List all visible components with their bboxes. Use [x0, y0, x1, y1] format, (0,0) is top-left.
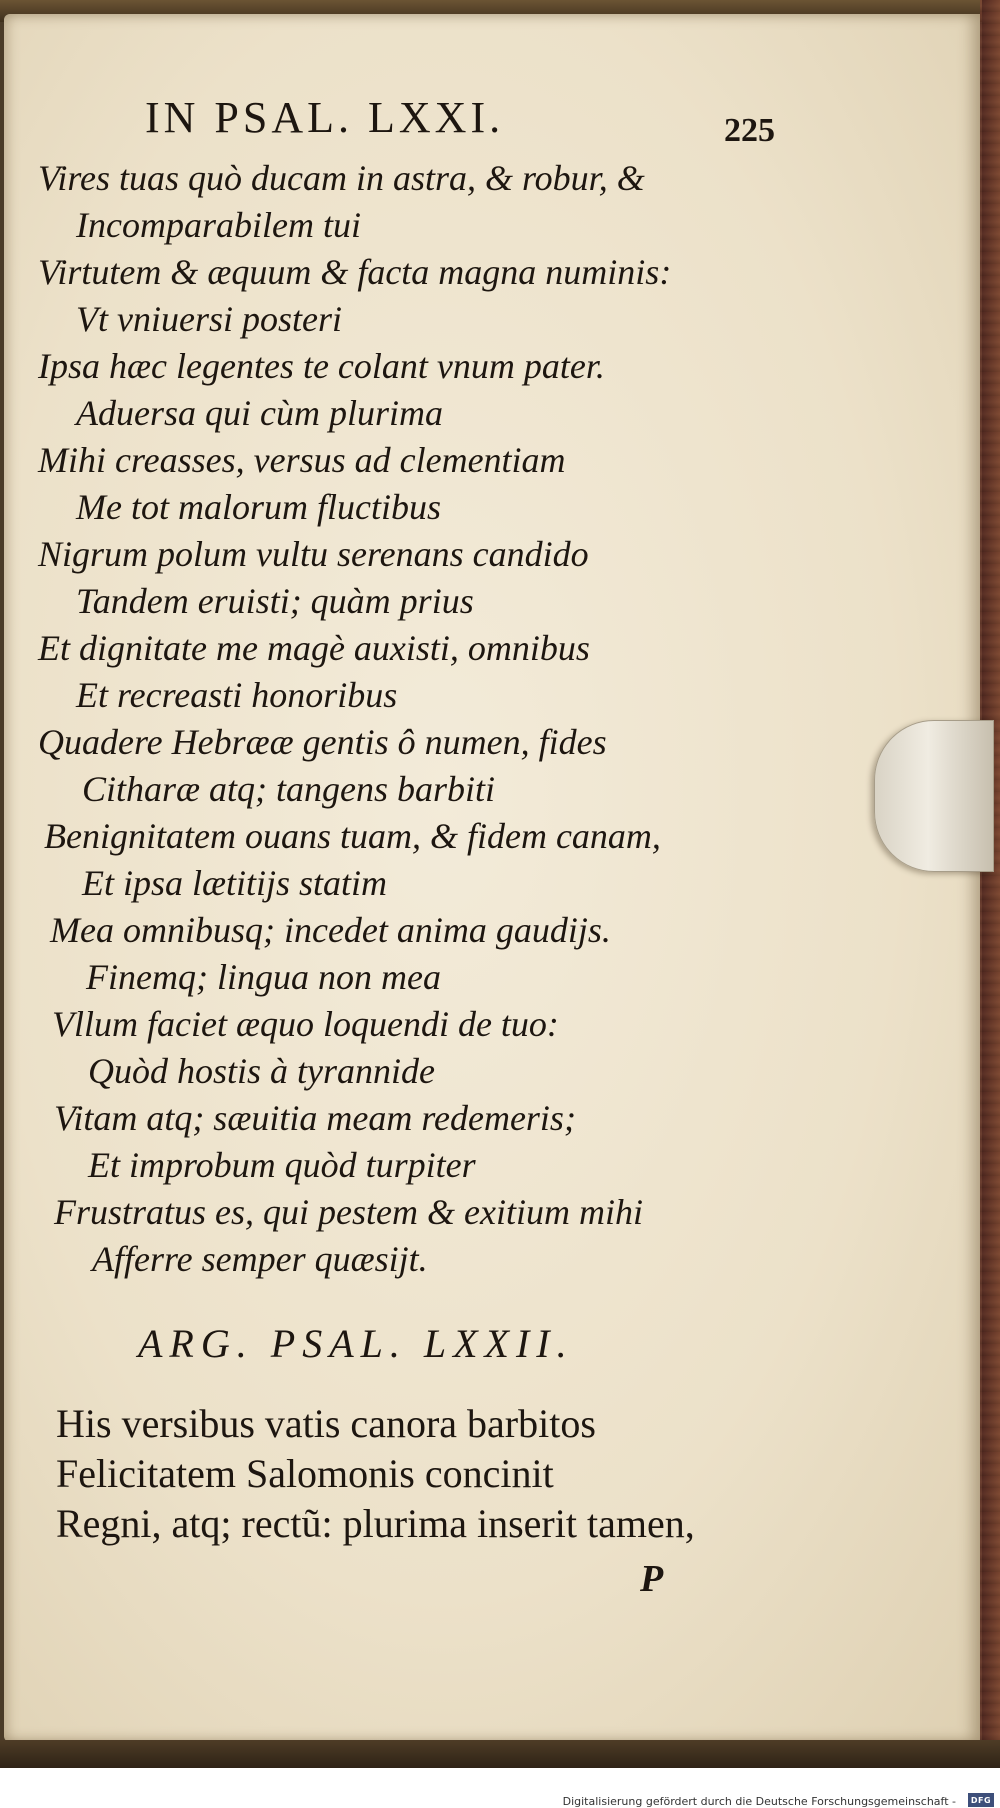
verse-line: Finemq; lingua non mea [86, 957, 441, 997]
verse-line: Vires tuas quò ducam in astra, & robur, & [38, 158, 645, 198]
verse-line: Vt vniuersi posteri [76, 299, 342, 339]
argument-line: Felicitatem Salomonis concinit [56, 1451, 554, 1496]
verse-line: Quadere Hebrææ gentis ô numen, fides [38, 722, 607, 762]
verse-line: Vllum faciet æquo loquendi de tuo: [52, 1004, 559, 1044]
verse-line: Benignitatem ouans tuam, & fidem canam, [44, 816, 661, 856]
footer-credit: Digitalisierung gefördert durch die Deutsche Forschungsgemeinschaft - [562, 1795, 956, 1808]
verse-line: Incomparabilem tui [76, 205, 361, 245]
verse-line: Vitam atq; sæuitia meam redemeris; [54, 1098, 576, 1138]
verse-line: Ipsa hæc legentes te colant vnum pater. [38, 346, 605, 386]
facing-page-bleed [980, 0, 1000, 1768]
page-clip-tab [874, 720, 994, 872]
verse-line: Afferre semper quæsijt. [92, 1239, 428, 1279]
verse-line: Et dignitate me magè auxisti, omnibus [38, 628, 590, 668]
verse-line: Et ipsa lætitijs statim [82, 863, 388, 903]
verse-line: Mihi creasses, versus ad clementiam [38, 440, 566, 480]
verse-line: Et improbum quòd turpiter [88, 1145, 476, 1185]
verse-line: Aduersa qui cùm plurima [76, 393, 443, 433]
signature-mark: P [640, 1558, 664, 1600]
verse-line: Nigrum polum vultu serenans candido [38, 534, 589, 574]
bottom-book-edge [0, 1740, 1000, 1768]
verse-line: Mea omnibusq; incedet anima gaudijs. [50, 910, 611, 950]
verse-line: Virtutem & æquum & facta magna numinis: [38, 252, 672, 292]
verse-line: Frustratus es, qui pestem & exitium mihi [54, 1192, 643, 1232]
dfg-logo: DFG [968, 1793, 994, 1807]
running-head: IN PSAL. LXXI. [145, 93, 505, 142]
verse-line: Citharæ atq; tangens barbiti [82, 769, 496, 809]
argument-heading: ARG. PSAL. LXXII. [138, 1321, 574, 1366]
verse-line: Et recreasti honoribus [76, 675, 398, 715]
argument-line: Regni, atq; rectũ: plurima inserit tamen, [56, 1501, 695, 1546]
page-number: 225 [724, 112, 775, 149]
verse-line: Quòd hostis à tyrannide [88, 1051, 435, 1091]
argument-line: His versibus vatis canora barbitos [56, 1401, 596, 1446]
verse-line: Me tot malorum fluctibus [76, 487, 441, 527]
verse-line: Tandem eruisti; quàm prius [76, 581, 474, 621]
